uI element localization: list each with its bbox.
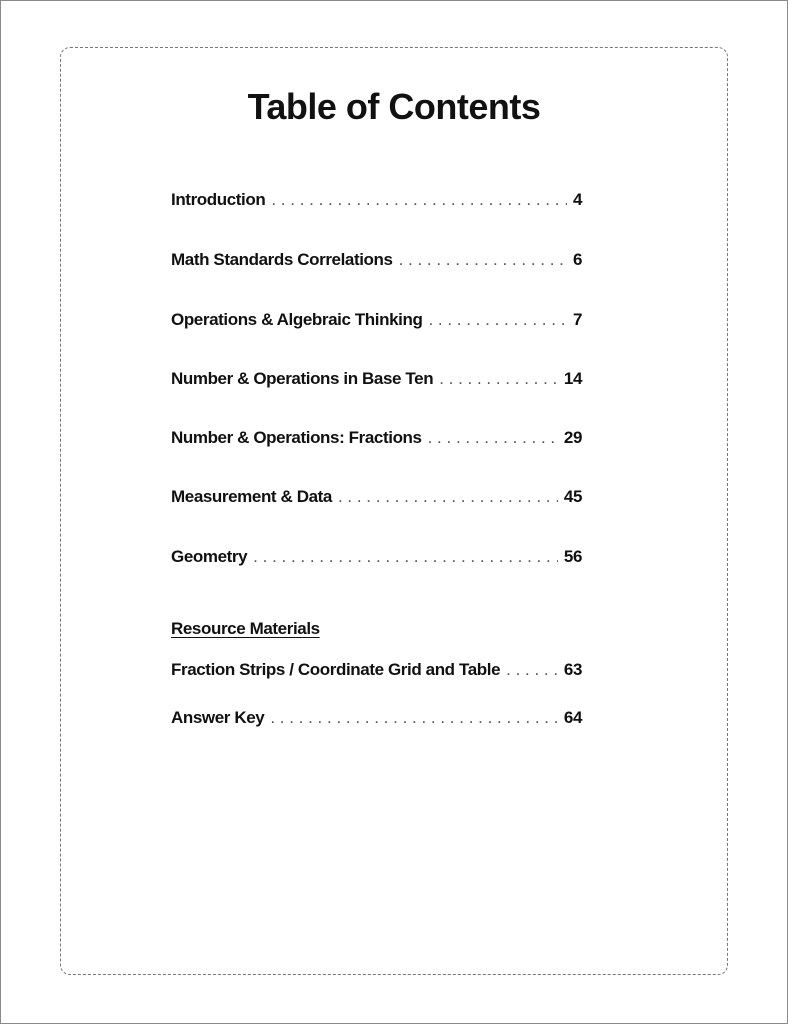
- toc-entry-label: Measurement & Data: [171, 487, 332, 506]
- toc-entry-page: 4: [572, 190, 582, 209]
- dot-leader: [428, 428, 558, 448]
- resource-materials-heading: Resource Materials: [171, 619, 320, 638]
- toc-entry-base-ten: [171, 369, 582, 389]
- dot-leader: [399, 250, 567, 270]
- toc-entry-page: 45: [563, 487, 582, 506]
- toc-entry-page: 64: [563, 708, 582, 727]
- toc-entry-label: Number & Operations: Fractions: [171, 428, 422, 447]
- toc-entry-fractions: [171, 428, 582, 448]
- toc-entry-page: 7: [572, 310, 582, 329]
- toc-entry-label: Geometry: [171, 547, 248, 566]
- dot-leader: [338, 487, 558, 507]
- dot-leader: [271, 190, 567, 210]
- toc-entry-label: Introduction: [171, 190, 266, 209]
- toc-entry-operations-algebraic: [171, 310, 582, 330]
- toc-entry-page: 63: [563, 660, 582, 679]
- toc-entry-answer-key: [171, 708, 582, 728]
- dot-leader: [506, 660, 558, 680]
- toc-entry-page: 29: [563, 428, 582, 447]
- toc-entry-label: Number & Operations in Base Ten: [171, 369, 434, 388]
- page-title: Table of Contents: [247, 86, 541, 127]
- toc-entry-label: Operations & Algebraic Thinking: [171, 310, 423, 329]
- toc-entry-introduction: [171, 190, 582, 210]
- toc-entry-measurement-data: [171, 487, 582, 507]
- toc-entry-page: 56: [563, 547, 582, 566]
- dot-leader: [428, 310, 566, 330]
- toc-entry-math-standards: [171, 250, 582, 270]
- toc-entry-page: 14: [563, 369, 582, 388]
- toc-entry-label: Fraction Strips / Coordinate Grid and Table: [171, 660, 501, 679]
- dot-leader: [270, 708, 558, 728]
- toc-entry-geometry: [171, 547, 582, 567]
- dot-leader: [439, 369, 558, 389]
- toc-entry-label: Answer Key: [171, 708, 265, 727]
- toc-entry-fraction-strips: [171, 660, 582, 680]
- toc-entry-label: Math Standards Correlations: [171, 250, 393, 269]
- table-of-contents: [171, 0, 582, 1024]
- toc-entry-page: 6: [572, 250, 582, 269]
- dot-leader: [253, 547, 558, 567]
